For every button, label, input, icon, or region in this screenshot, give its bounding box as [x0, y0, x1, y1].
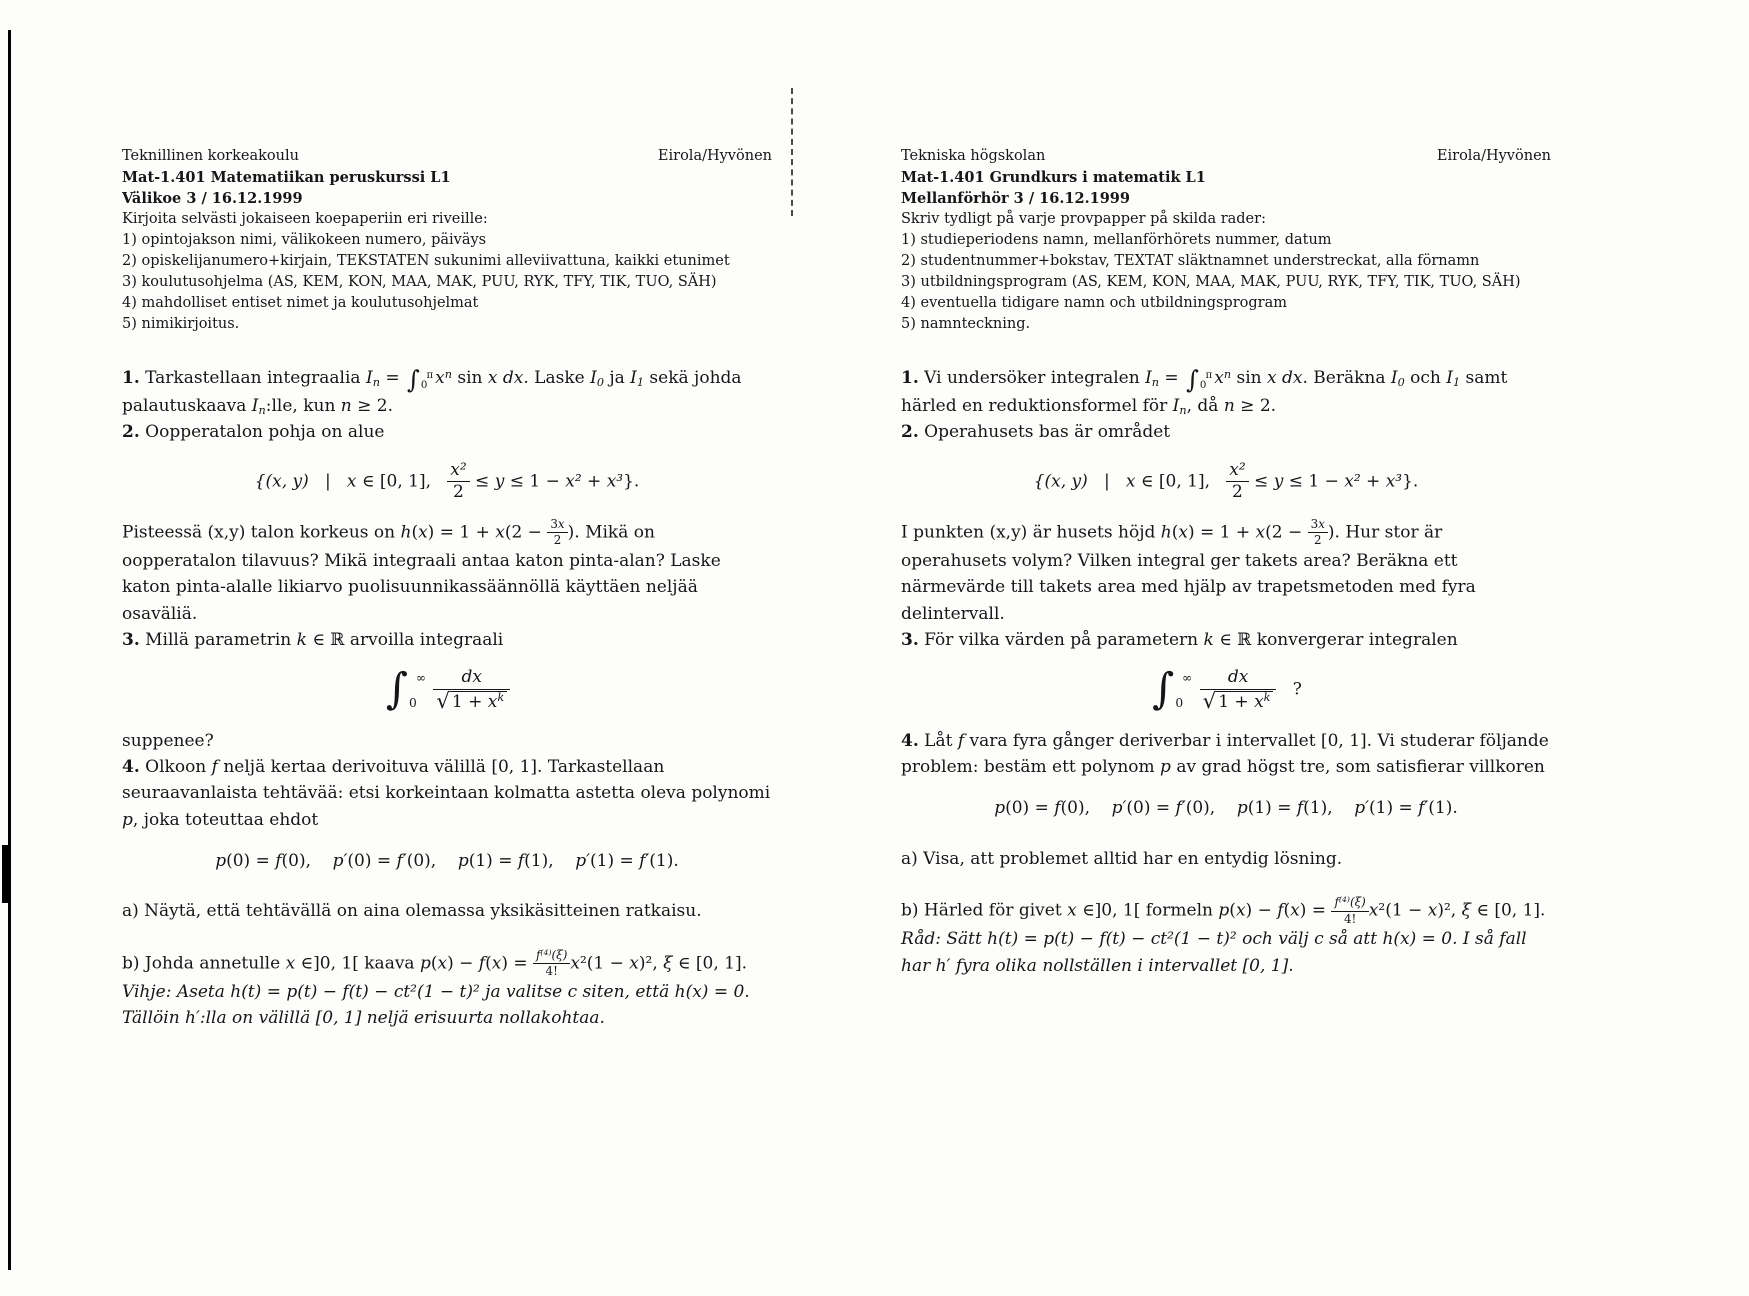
left-instructions-intro: Kirjoita selvästi jokaiseen koepaperiin eri riveille: — [122, 211, 488, 228]
right-problem-1-text: 1. Vi undersöker integralen $I_n$ = ∫ π 0 $x^n$ sin x dx. Beräkna $I_0$ och $I_1$ samt härled en reduktionsformel för $I_n$, då n ≥ 2. — [901, 365, 1508, 418]
right-instructions-intro: Skriv tydligt på varje provpapper på skilda rader: — [901, 211, 1266, 228]
left-problem-3-question: suppenee? — [122, 730, 214, 751]
left-instruction-item-3: 3) koulutusohjelma (AS, KEM, KON, MAA, MAK, PUU, RYK, TFY, TIK, TUO, SÄH) — [122, 274, 717, 291]
left-problem-2-body: Pisteessä (x,y) talon korkeus on h(x) = 1 + x(2 − $\frac{3x}{2}$ ). Mikä on oopperatalon tilavuus? Mikä integraali antaa katon pinta-alan? Laske katon pinta-alalle likiarvo puolisuunnikassäännöllä käyttäen neljää osaväliä. — [122, 516, 721, 624]
left-instruction-item-1: 1) opintojakson nimi, välikokeen numero, päiväys — [122, 232, 487, 249]
right-instruction-item-2: 2) studentnummer+bokstav, TEXTAT släktnamnet understreckat, alla förnamn — [901, 253, 1480, 270]
right-problem-4-part-a: a) Visa, att problemet alltid har en entydig lösning. — [901, 848, 1343, 869]
right-problem-3-intro: 3. För vilka värden på parametern k ∈ ℝ konvergerar integralen — [901, 630, 1458, 651]
left-course-title: Mat-1.401 Matematiikan peruskurssi L1 — [122, 169, 451, 187]
left-page-header — [122, 146, 772, 335]
right-problem-4-conditions-equation: p(0) = f(0), p′(0) = f′(0), p(1) = f(1), p′(1) = f′(1). — [994, 798, 1458, 819]
right-problem-4-intro: 4. Låt f vara fyra gånger deriverbar i intervallet [0, 1]. Vi studerar följande problem: bestäm ett polynom p av grad högst tre, som satisfierar villkoren — [901, 730, 1549, 777]
left-exam-title: Välikoe 3 / 16.12.1999 — [122, 190, 303, 208]
right-problem-2-body: I punkten (x,y) är husets höjd h(x) = 1 + x(2 − $\frac{3x}{2}$ ). Hur stor är operahusets volym? Vilken integral ger takets area? Beräkna ett närmevärde till takets area med hjälp av trapetsmetoden med fyra delintervall. — [901, 516, 1476, 624]
left-problem-4-part-a: a) Näytä, että tehtävällä on aina olemassa yksikäsitteinen ratkaisu. — [122, 901, 702, 922]
left-problem-2-region-equation: {(x, y) | x ∈ [0, 1], $\frac{\text{x²}}{2}$ ≤ y ≤ 1 − x² + x³}. — [254, 459, 640, 503]
right-problem-2-intro: 2. Operahusets bas är området — [901, 422, 1171, 443]
scan-edge-mark — [2, 845, 9, 903]
left-problem-4-conditions-equation: p(0) = f(0), p′(0) = f′(0), p(1) = f(1), p′(1) = f′(1). — [215, 850, 679, 871]
right-page-swedish — [901, 146, 1551, 979]
right-instruction-item-3: 3) utbildningsprogram (AS, KEM, KON, MAA, MAK, PUU, RYK, TFY, TIK, TUO, SÄH) — [901, 274, 1521, 291]
page-fold-dashed-line — [791, 88, 793, 216]
right-instruction-item-5: 5) namnteckning. — [901, 316, 1031, 333]
left-page-finnish — [122, 146, 772, 1032]
left-problem-2-intro: 2. Oopperatalon pohja on alue — [122, 422, 385, 443]
scan-edge-line — [8, 30, 11, 1270]
left-instruction-item-5: 5) nimikirjoitus. — [122, 316, 240, 333]
right-problem-4-part-b: b) Härled för givet x ∈]0, 1[ formeln p(x) − f(x) = $\frac{f^{(4)}(\xi)}{4!}$ x²(1 − x)², ξ ∈ [0, 1]. Råd: Sätt h(t) = p(t) − f(t) − ct²(1 − t)² och välj c så att h(x) = 0. I så fall har h′ fyra olika nollställen i intervallet [0, 1]. — [901, 894, 1546, 976]
left-problem-1-text: 1. Tarkastellaan integraalia $I_n$ = ∫ π 0 $x^n$ sin x dx. Laske $I_0$ ja $I_1$ sekä johda palautuskaava $I_n:lle$, kun n ≥ 2. — [122, 365, 742, 418]
right-problem-2-region-equation: {(x, y) | x ∈ [0, 1], $\frac{\text{x²}}{2}$ ≤ y ≤ 1 − x² + x³}. — [1033, 459, 1419, 503]
left-instruction-item-2: 2) opiskelijanumero+kirjain, TEKSTATEN sukunimi alleviivattuna, kaikki etunimet — [122, 253, 730, 270]
right-institution-name: Tekniska högskolan — [901, 148, 1046, 164]
right-page-header — [901, 146, 1551, 335]
right-author-names: Eirola/Hyvönen — [1436, 148, 1551, 164]
left-problem-4-part-b: b) Johda annetulle x ∈]0, 1[ kaava p(x) − f(x) = $\frac{f^{(4)}(\xi)}{4!}$ x²(1 − x)², ξ ∈ [0, 1]. Vihje: Aseta h(t) = p(t) − f(t) − ct²(1 − t)² ja valitse c siten, että h(x) = 0. Tällöin h′:lla on välillä [0, 1] neljä erisuurta nollakohtaa. — [122, 947, 750, 1029]
right-exam-title: Mellanförhör 3 / 16.12.1999 — [901, 190, 1130, 208]
right-instruction-item-1: 1) studieperiodens namn, mellanförhörets nummer, datum — [901, 232, 1332, 249]
left-problem-3-integral-equation: ∫ ∞ 0 dx √ $1 + x^k$ — [122, 668, 772, 712]
left-instruction-item-4: 4) mahdolliset entiset nimet ja koulutusohjelmat — [122, 295, 479, 312]
right-course-title: Mat-1.401 Grundkurs i matematik L1 — [901, 169, 1206, 187]
left-institution-name: Teknillinen korkeakoulu — [122, 148, 299, 164]
left-problem-3-intro: 3. Millä parametrin k ∈ ℝ arvoilla integraali — [122, 630, 504, 651]
left-header-row — [122, 146, 772, 167]
right-instruction-item-4: 4) eventuella tidigare namn och utbildningsprogram — [901, 295, 1287, 312]
right-problem-3-integral-equation: ∫ ∞ 0 dx √ $1 + x^k$ ? — [1152, 665, 1302, 715]
left-author-names: Eirola/Hyvönen — [657, 148, 772, 164]
left-problem-4-intro: 4. Olkoon f neljä kertaa derivoituva välillä [0, 1]. Tarkastellaan seuraavanlaista tehtävää: etsi korkeintaan kolmatta astetta oleva polynomi p, joka toteuttaa ehdot — [122, 756, 771, 830]
right-header-row — [901, 146, 1551, 167]
